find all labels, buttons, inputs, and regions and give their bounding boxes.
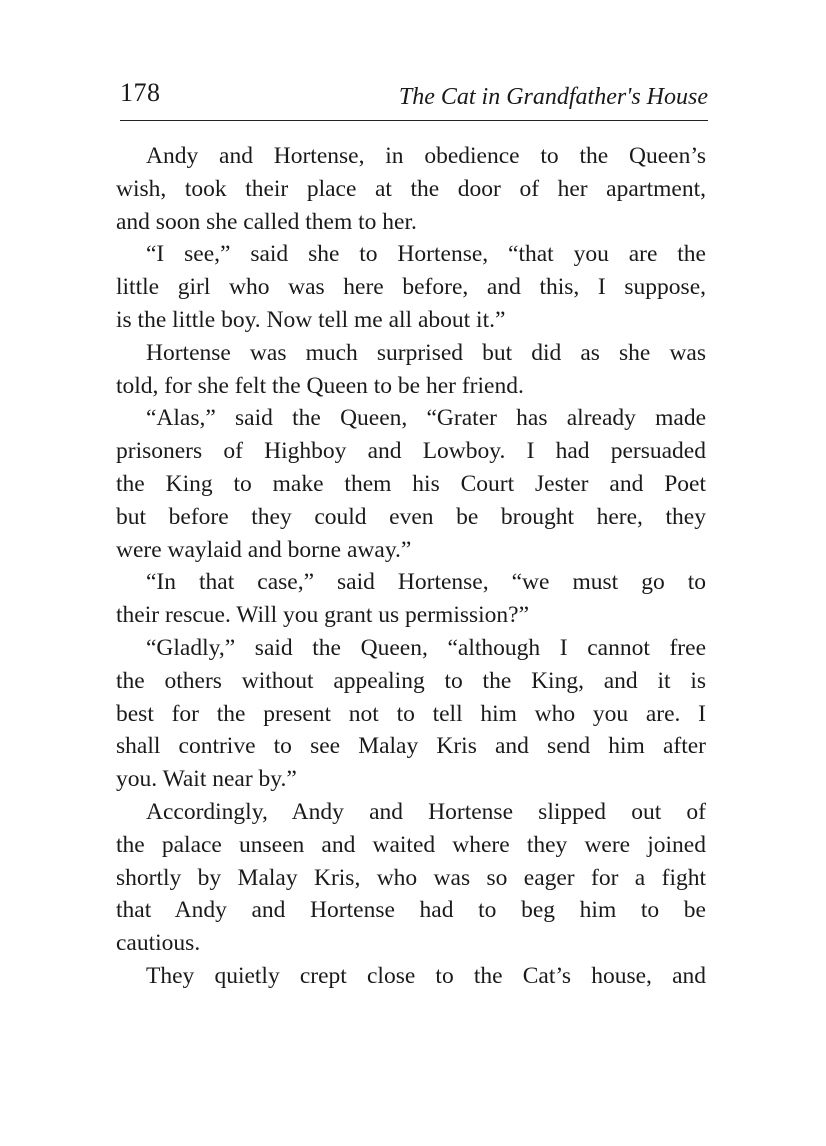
text-line: “In that case,” said Hortense, “we must go to bbox=[146, 569, 706, 596]
text-line: cautious. bbox=[116, 930, 201, 957]
text-line: best for the present not to tell him who you are. I bbox=[116, 700, 706, 727]
text-line: wish, took their place at the door of her apartment, bbox=[116, 175, 706, 202]
text-line: “I see,” said she to Hortense, “that you are the bbox=[146, 241, 706, 268]
text-line: told, for she felt the Queen to be her friend. bbox=[116, 372, 524, 399]
text-line: Hortense was much surprised but did as she was bbox=[146, 339, 706, 366]
text-line: little girl who was here before, and this, I suppose, bbox=[116, 274, 706, 301]
text-line: “Gladly,” said the Queen, “although I cannot free bbox=[146, 634, 706, 661]
text-line: Accordingly, Andy and Hortense slipped out of bbox=[146, 798, 706, 825]
header-rule bbox=[120, 120, 708, 121]
text-line: They quietly crept close to the Cat’s house, and bbox=[146, 962, 706, 989]
body-text bbox=[116, 140, 706, 993]
text-line: you. Wait near by.” bbox=[116, 766, 297, 793]
text-line: that Andy and Hortense had to beg him to be bbox=[116, 897, 706, 924]
text-line: prisoners of Highboy and Lowboy. I had persuaded bbox=[116, 438, 706, 465]
text-line: shortly by Malay Kris, who was so eager for a fight bbox=[116, 864, 706, 891]
text-line: is the little boy. Now tell me all about it.” bbox=[116, 306, 506, 333]
text-line: “Alas,” said the Queen, “Grater has already made bbox=[146, 405, 706, 432]
text-line: Andy and Hortense, in obedience to the Queen’s bbox=[146, 143, 706, 169]
text-line: their rescue. Will you grant us permission?” bbox=[116, 602, 530, 629]
text-line: shall contrive to see Malay Kris and send him after bbox=[116, 733, 706, 760]
text-line: were waylaid and borne away.” bbox=[116, 536, 412, 563]
text-line: the others without appealing to the King, and it is bbox=[116, 667, 706, 694]
text-line: the King to make them his Court Jester and Poet bbox=[116, 470, 706, 497]
running-title: The Cat in Grandfather's House bbox=[398, 84, 708, 110]
page-number: 178 bbox=[120, 78, 161, 107]
running-head bbox=[120, 78, 708, 118]
text-line: but before they could even be brought here, they bbox=[116, 503, 706, 530]
text-line: and soon she called them to her. bbox=[116, 208, 417, 235]
text-line: the palace unseen and waited where they were joined bbox=[116, 831, 706, 858]
